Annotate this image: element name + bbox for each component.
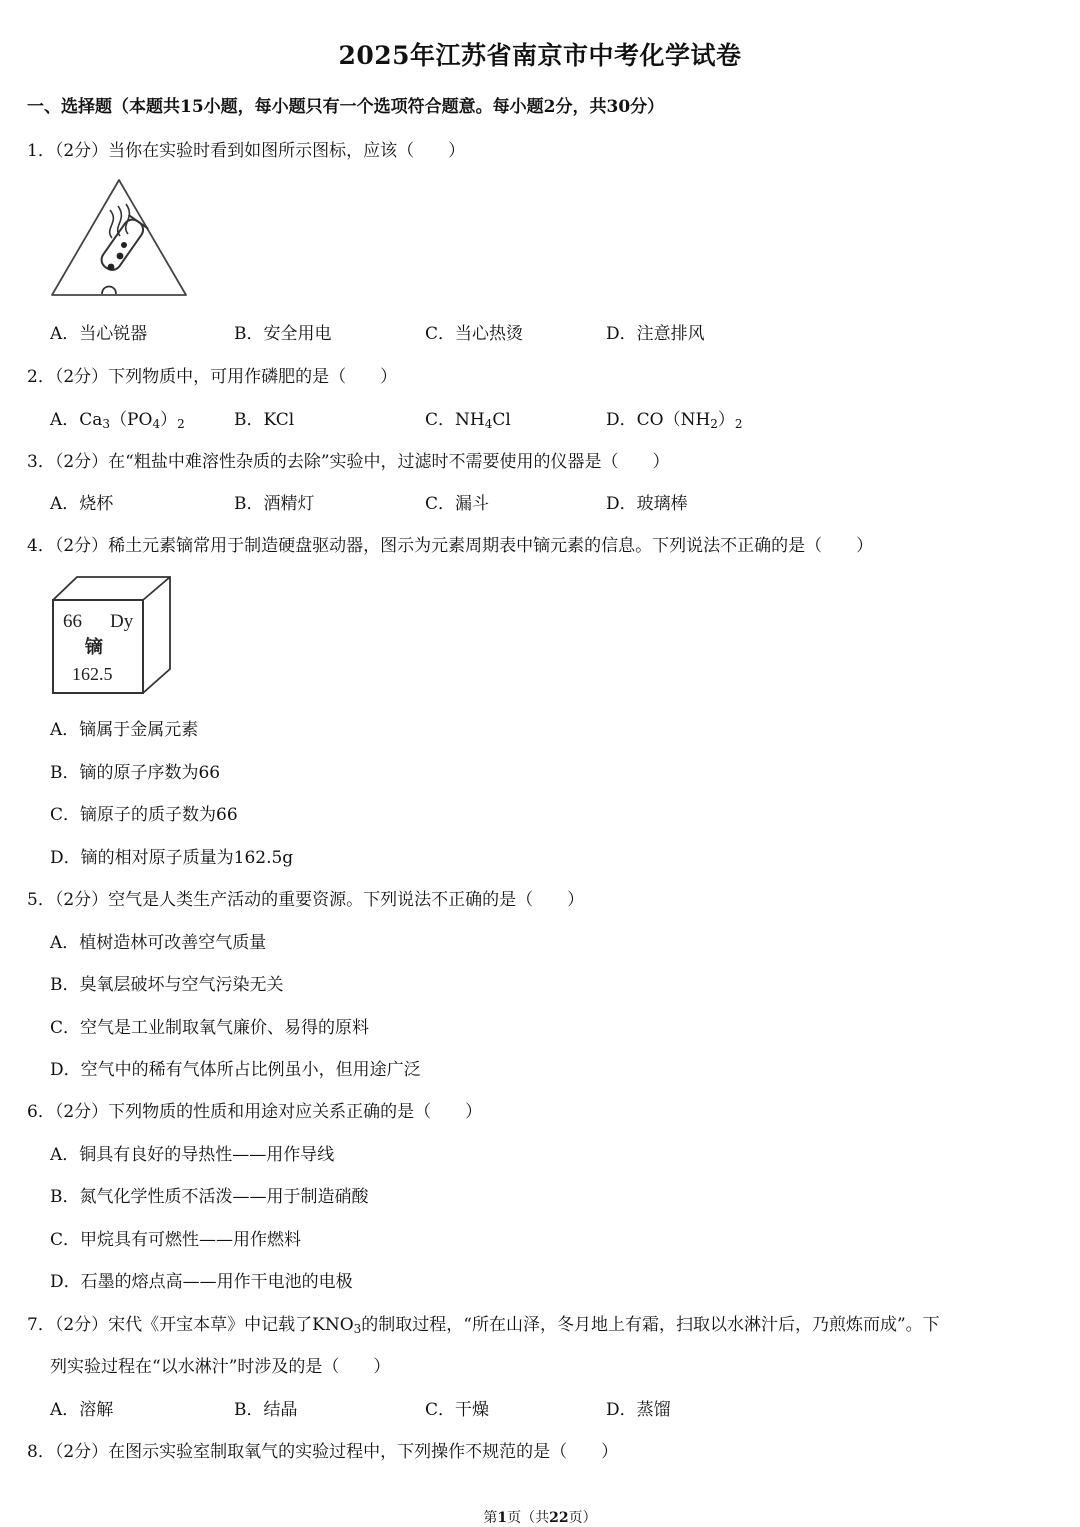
q6-option-d: D．石墨的熔点高——用作干电池的电极	[50, 1272, 353, 1292]
q4-option-a: A．镝属于金属元素	[50, 720, 199, 740]
question-1-stem: 1．（2分）当你在实验时看到如图所示图标，应该（ ）	[27, 141, 466, 161]
page-title: 2025年江苏省南京市中考化学试卷	[338, 41, 742, 70]
q5-option-b: B．臭氧层破坏与空气污染无关	[50, 975, 284, 995]
question-5-stem: 5．（2分）空气是人类生产活动的重要资源。下列说法不正确的是（ ）	[27, 890, 585, 910]
q4-option-d: D．镝的相对原子质量为162.5g	[50, 848, 294, 868]
question-6-stem: 6．（2分）下列物质的性质和用途对应关系正确的是（ ）	[27, 1102, 483, 1122]
question-3-stem: 3．（2分）在“粗盐中难溶性杂质的去除”实验中，过滤时不需要使用的仪器是（ ）	[27, 452, 670, 472]
q1-option-c: C．当心热烫	[425, 324, 524, 344]
q5-option-c: C．空气是工业制取氧气廉价、易得的原料	[50, 1018, 370, 1038]
hot-surface-warning-icon	[48, 176, 190, 300]
q6-option-b: B．氮气化学性质不活泼——用于制造硝酸	[50, 1187, 369, 1207]
question-8-stem: 8．（2分）在图示实验室制取氧气的实验过程中，下列操作不规范的是（ ）	[27, 1442, 619, 1462]
q3-option-c: C．漏斗	[425, 494, 490, 514]
q1-option-a: A．当心锐器	[50, 324, 148, 344]
q7-option-a: A．溶解	[50, 1400, 114, 1420]
element-atomic-mass: 162.5	[72, 664, 113, 684]
q1-option-b: B．安全用电	[234, 324, 332, 344]
q4-option-b: B．镝的原子序数为66	[50, 763, 221, 783]
q3-option-a: A．烧杯	[50, 494, 114, 514]
q6-option-a: A．铜具有良好的导热性——用作导线	[50, 1145, 335, 1165]
element-symbol: Dy	[110, 611, 134, 632]
total-pages: 22	[549, 1510, 569, 1526]
q1-option-d: D．注意排风	[606, 324, 705, 344]
q5-option-d: D．空气中的稀有气体所占比例虽小，但用途广泛	[50, 1060, 421, 1080]
element-card-figure	[50, 574, 174, 696]
q3-option-b: B．酒精灯	[234, 494, 315, 514]
current-page: 1	[497, 1510, 508, 1526]
q6-option-c: C．甲烷具有可燃性——用作燃料	[50, 1230, 302, 1250]
question-7-stem-line2: 列实验过程在“以水淋汁”时涉及的是（ ）	[50, 1357, 391, 1377]
q4-option-c: C．镝原子的质子数为66	[50, 805, 238, 825]
q2-option-a: A．$Ca_3(PO_4)_2$	[50, 410, 185, 431]
page-footer: 第1页（共22页）	[483, 1510, 597, 1526]
q2-option-b: B．KCl	[234, 410, 295, 430]
q7-option-c: C．干燥	[425, 1400, 490, 1420]
element-atomic-number: 66	[63, 611, 82, 632]
question-7-stem: 7．（2分）宋代《开宝本草》中记载了$KNO_3$的制取过程，“所在山泽，冬月地上有霜，扫取以水淋汁后，乃煎炼而成”。下	[27, 1315, 940, 1336]
element-name: 镝	[85, 637, 103, 658]
q7-option-b: B．结晶	[234, 1400, 298, 1420]
q3-option-d: D．玻璃棒	[606, 494, 688, 514]
q7-option-d: D．蒸馏	[606, 1400, 671, 1420]
question-2-stem: 2．（2分）下列物质中，可用作磷肥的是（ ）	[27, 367, 398, 387]
q2-option-d: D．$CO(NH_2)_2$	[606, 410, 743, 431]
section-heading: 一、选择题（本题共15小题，每小题只有一个选项符合题意。每小题2分，共30分）	[27, 97, 665, 117]
q5-option-a: A．植树造林可改善空气质量	[50, 933, 267, 953]
question-4-stem: 4．（2分）稀土元素镝常用于制造硬盘驱动器，图示为元素周期表中镝元素的信息。下列说法不正确的是（ ）	[27, 536, 874, 556]
q2-option-c: C．$NH_4Cl$	[425, 410, 511, 431]
